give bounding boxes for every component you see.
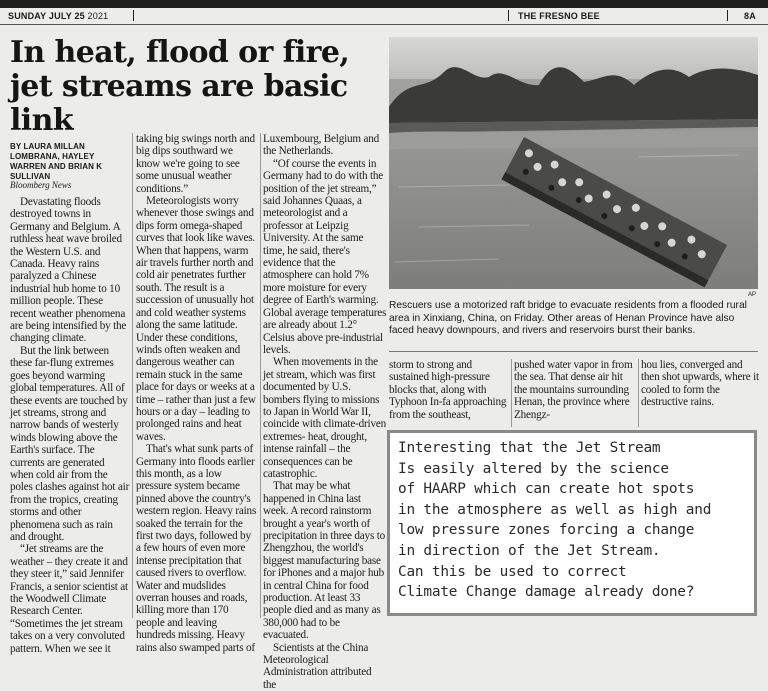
article-column-1 — [10, 196, 130, 655]
comment-line: low pressure zones forcing a change — [398, 522, 695, 539]
column-divider — [638, 359, 639, 427]
article-paragraph: When movements in the jet stream, which was first documented by U.S. bombers flying to missions to Japan in World War II, coincide with climate-driven extremes- heat, drought, intense rainfall – the consequences can be catastrophic. — [263, 356, 387, 480]
article-paragraph: “Of course the events in Germany had to do with the position of the jet stream,” said Johannes Quaas, a meteorologist and a professor at Leipzig University. At the same time, he said, there's evidence that the atmosphere can hold 7% more moisture for every degree of Earth's warming. Global average temperatures are already about 1.2° Celsius above pre-industrial levels. — [263, 157, 387, 356]
article-headline: In heat, flood or fire, jet streams are basic link — [10, 35, 350, 138]
article-paragraph: taking big swings north and big dips southward we know we're going to see some unusual weather conditions.” — [136, 133, 255, 195]
article-paragraph: “Jet streams are the weather – they create it and they steer it,” said Jennifer Francis, a senior scientist at the Woodwell Climate Research Center. “Sometimes the jet stream takes on a very convoluted pattern. When we see it — [10, 543, 128, 655]
article-paragraph: Scientists at the China Meteorological Administration attributed the — [263, 641, 372, 691]
article-column-6 — [641, 359, 759, 409]
article-paragraph: hou lies, converged and then shot upwards, where it cooled to form the destructive rains. — [641, 359, 759, 409]
folio-date: SUNDAY JULY 25 2021 — [8, 11, 109, 21]
photo-credit: AP — [748, 292, 757, 298]
page-folio — [0, 9, 768, 23]
article-paragraph: That may be what happened in China last week. A record rainstorm brought a year's worth of precipitation in three days to Zhengzhou, the world's biggest manufacturing base for iPhones and a major hub in central China for food production. At least 33 people died and as many as 380,000 had to be evacuated. — [263, 480, 385, 642]
column-divider — [511, 359, 512, 427]
article-column-3 — [263, 133, 387, 691]
comment-line: in direction of the Jet Stream. — [398, 542, 661, 559]
article-column-5 — [514, 359, 636, 421]
comment-line: Is easily altered by the science — [398, 460, 669, 477]
article-paragraph: pushed water vapor in from the sea. That dense air hit the mountains surrounding Henan, the province where Zhengz- — [514, 359, 633, 421]
comment-line: Interesting that the Jet Stream — [398, 440, 661, 456]
column-divider — [132, 133, 133, 618]
caption-rule — [389, 351, 758, 352]
article-paragraph: Meteorologists worry whenever those swings and dips form omega-shaped curves that look like waves. When that happens, warm air travels further north and cold air penetrates further south. The result is a succession of unusually hot and cold weather systems along the same latitude. Under these conditions, winds often weaken and dangerous weather can remain stuck in the same place for days or weeks at a time – rather than just a few hours or a day – leading to prolonged rains and heat waves. — [136, 195, 256, 443]
folio-page-number: 8A — [744, 11, 756, 21]
comment-line: Can this be used to correct — [398, 563, 627, 580]
folio-rule — [0, 24, 768, 25]
folio-separator — [508, 10, 509, 21]
folio-separator — [727, 10, 728, 21]
article-byline: BY LAURA MILLAN LOMBRANA, HAYLEY WARREN AND BRIAN K SULLIVAN — [10, 142, 103, 181]
folio-paper-name: THE FRESNO BEE — [518, 11, 600, 21]
comment-line: Climate Change damage already done? — [398, 584, 695, 601]
top-black-bar — [0, 0, 768, 8]
article-paragraph: Devastating floods destroyed towns in Germany and Belgium. A ruthless heat wave broiled the Western U.S. and Canada. Heavy rains paralyzed a Chinese industrial hub home to 10 million people. These recent weather phenomena are being intensified by the changing climate. — [10, 196, 127, 345]
column-divider — [260, 133, 261, 618]
comment-annotation-box — [387, 430, 757, 616]
article-paragraph: Luxembourg, Belgium and the Netherlands. — [263, 133, 380, 158]
photo-caption: Rescuers use a motorized raft bridge to evacuate residents from a flooded rural area in Xinxiang, China, on Friday. Other areas of Henan Province have also faced heavy downpours, and rivers and reservoirs burst their banks. — [389, 300, 747, 337]
article-column-2 — [136, 133, 258, 654]
article-paragraph: storm to strong and sustained high-pressure blocks that, along with Typhoon In-fa approaching from the southeast, — [389, 359, 507, 421]
article-paragraph: But the link between these far-flung extremes goes beyond warming global temperatures. All of these events are touched by jet streams, strong and narrow bands of westerly winds blowing above the Earth's surface. The currents are generated when cold air from the poles clashes against hot air from the tropics, creating storms and other phenomena such as rain and drought. — [10, 344, 130, 543]
article-agency: Bloomberg News — [10, 180, 72, 190]
flood-photo — [389, 37, 758, 289]
comment-line: of HAARP which can create hot spots — [398, 481, 695, 498]
comment-line: in the atmosphere as well as high and — [398, 501, 712, 518]
flood-photo-image — [389, 37, 758, 289]
folio-separator — [133, 10, 134, 21]
article-column-4 — [389, 359, 509, 421]
article-paragraph: That's what sunk parts of Germany into floods earlier this month, as a low pressure system became pinned above the country's western region. Heavy rains soaked the terrain for the first two days, followed by a few hours of even more intense precipitation that caused rivers to overflow. Water and mudslides overran houses and roads, killing more than 170 people and leaving hundreds missing. Heavy rains also swamped parts of — [136, 443, 257, 654]
